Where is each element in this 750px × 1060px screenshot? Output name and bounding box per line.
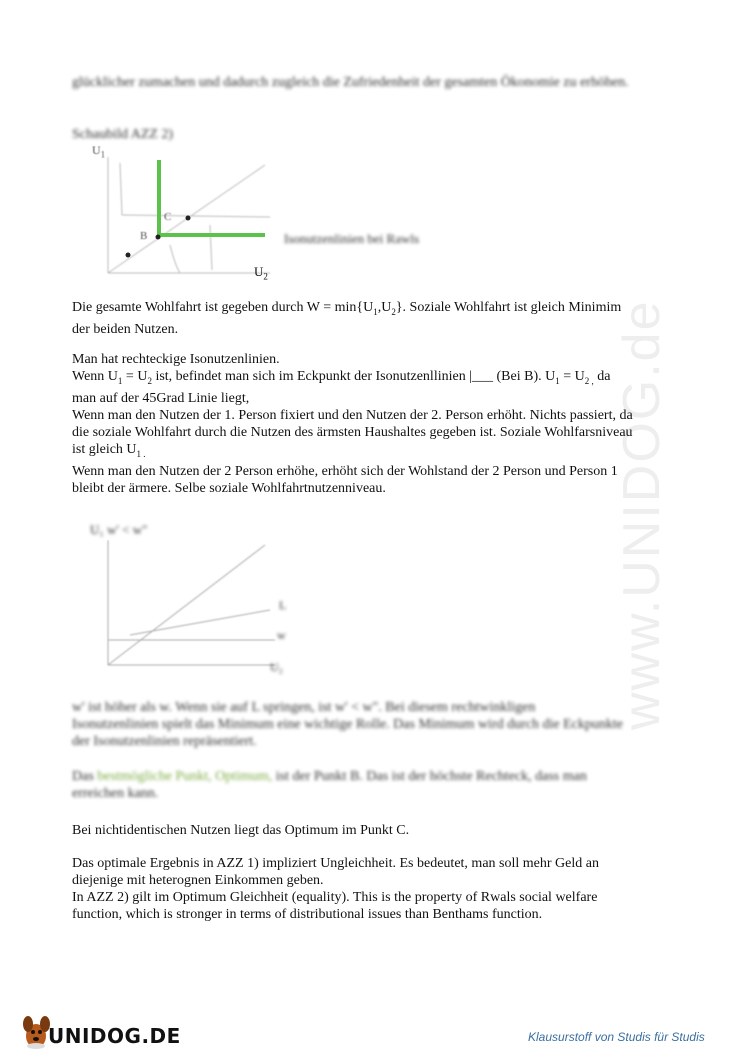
footer-tagline: Klausurstoff von Studis für Studis: [528, 1030, 705, 1044]
blurred-top-line: glücklicher zumachen und dadurch zugleich die Zufriedenheit der gesamten Ökonomie zu erhöhen.: [72, 75, 629, 90]
figure2-axis-x: U₂: [270, 660, 283, 674]
label-b: B: [140, 230, 148, 242]
paragraph-welfare: Die gesamte Wohlfahrt ist gegeben durch $W = \min\{U_1,U_2\}$. Soziale Wohlfahrt ist gleich Minimim der beiden Nutzen.: [72, 300, 622, 337]
figure2-graph: [100, 540, 290, 670]
paragraph-conclusion: Das optimale Ergebnis in AZZ 1) impliziert Ungleichheit. Es bedeutet, man soll mehr Geld an diejenige mit heterognen Einkommen geben. In AZZ 2) gilt im Optimum Gleichheit (equality). This is the property of Rwals social welfare function, which is stronger in terms of distributional issues than Benthams function.: [72, 856, 599, 922]
blurred-paragraph-minimum: w' ist höher als w. Wenn sie auf L springen, ist w' < w". Bei diesem rechtwinkligen Isonutzenlinien spielt das Minimum eine wichtige Rolle. Das Minimum wird durch die Eckpunkte der Isonutzenlinien repräsentiert.: [72, 700, 623, 749]
figure1-graph: [100, 155, 280, 280]
figure2-label-w: w: [277, 628, 286, 642]
point-b: [156, 235, 161, 240]
watermark-text: www.UNIDOG.de: [613, 299, 671, 730]
blurred-paragraph-optimum: Das bestmögliche Punkt, Optimum, ist der Punkt B. Das ist der höchste Rechteck, dass man erreichen kann.: [72, 769, 587, 801]
point-c: [186, 216, 191, 221]
figure1-axis-x: $U_2$: [254, 264, 268, 282]
logo-text: UNIDOG.DE: [48, 1024, 181, 1048]
figure1-axis-y: $U_1$: [92, 143, 106, 160]
figure1-legend: Isonutzenlinien bei Rawls: [284, 231, 420, 246]
figure1-title: Schaubild AZZ 2): [72, 127, 174, 142]
paragraph-point-c: Bei nichtidentischen Nutzen liegt das Optimum im Punkt C.: [72, 823, 410, 838]
figure2-title: U₁ w' < w": [90, 522, 148, 537]
footer-logo[interactable]: [18, 1012, 181, 1052]
label-c: C: [164, 211, 172, 223]
figure2-label-l: L: [279, 598, 287, 612]
point-a: [126, 253, 131, 258]
paragraph-isolines: Man hat rechteckige Isonutzenlinien. Wenn $U_1 = U_2$ ist, befindet man sich im Eckpunkt der Isonutzenllinien |___ (Bei B). $U_1 = U_{2 ,}$ da man auf der 45Grad Linie liegt, Wenn man den Nutzen der 1. Person fixiert und den Nutzen der 2. Person erhöht. Nichts passiert, da die soziale Wohlfahrt durch die Nutzen des ärmsten Haushaltes gegeben ist. Soziale Wohlfarsniveau ist gleich $U_{1 .}$ Wenn man den Nutzen der 2 Person erhöhe, erhöht sich der Wohlstand der 2 Person und Person 1 bleibt der ärmere. Selbe soziale Wohlfahrtnutzenniveau.: [72, 352, 633, 496]
